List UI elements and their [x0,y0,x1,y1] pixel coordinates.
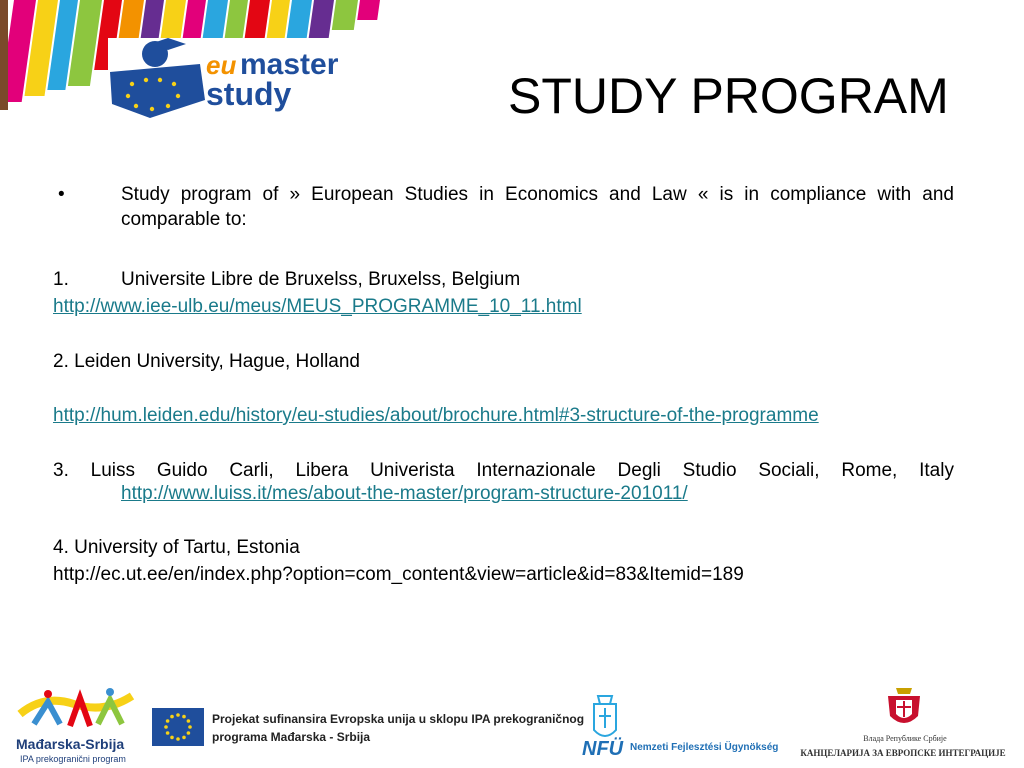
item3-word: Degli [617,460,661,481]
footer [0,670,1024,768]
item1-text: Universite Libre de Bruxelss, Bruxelss, Belgium [121,269,521,290]
hu-rs-subtitle: IPA prekogranični program [20,754,126,764]
bullet-icon: • [58,184,65,205]
intro-text: Study program of » European Studies in Economics and Law « is in compliance with and comparable to: [121,184,954,230]
item3-word: Internazionale [476,460,596,481]
item3-word: 3. [53,460,69,481]
eu-stars-icon [152,708,204,746]
item1-number: 1. [53,269,69,290]
logo-master-text: master [240,48,339,81]
logo-study-text: study [206,76,292,112]
item4-text: 4. University of Tartu, Estonia [53,537,300,558]
item3-link[interactable]: http://www.luiss.it/mes/about-the-master/program-structure-201011/ [121,483,688,504]
eu-cofinance-line1: Projekat sufinansira Evropska unija u sklopu IPA prekograničnog [212,712,585,726]
item3-text [53,459,954,483]
item3-word: Italy [919,460,954,481]
logo-eu-text: eu [206,50,237,80]
hu-rs-emblem-icon [14,684,138,734]
hu-rs-logo [14,684,138,768]
hu-rs-name: Mađarska-Srbija [16,736,125,752]
item3-word: Rome, [841,460,898,481]
item2-link[interactable]: http://hum.leiden.edu/history/eu-studies/about/brochure.html#3-structure-of-the-programme [53,405,819,426]
item1-link[interactable]: http://www.iee-ulb.eu/meus/MEUS_PROGRAMME_10_11.html [53,296,582,317]
nfu-name: Nemzeti Fejlesztési Ügynökség [630,742,779,753]
eu-flag [152,708,204,746]
item2-text: 2. Leiden University, Hague, Holland [53,351,360,372]
page-title: STUDY PROGRAM [508,68,949,124]
serbia-coat-of-arms-icon [884,682,924,732]
nfu-logo-text: NFÜ [582,738,624,760]
serbia-gov-line1: Влада Републике Србије [863,734,947,743]
item3-word: Libera [295,460,349,481]
item3-word: Guido [156,460,208,481]
item3-word: Sociali, [758,460,820,481]
item3-word: Carli, [229,460,274,481]
eu-cofinance-line2: programa Mađarska - Srbija [212,730,371,744]
item3-word: Luiss [90,460,136,481]
item4-url: http://ec.ut.ee/en/index.php?option=com_content&view=article&id=83&Itemid=189 [53,564,744,585]
serbia-gov-line2: КАНЦЕЛАРИЈА ЗА ЕВРОПСКЕ ИНТЕГРАЦИЈЕ [800,748,1006,758]
item3-word: Studio [682,460,737,481]
eu-master-study-logo [0,0,380,130]
item3-word: Univerista [370,460,455,481]
